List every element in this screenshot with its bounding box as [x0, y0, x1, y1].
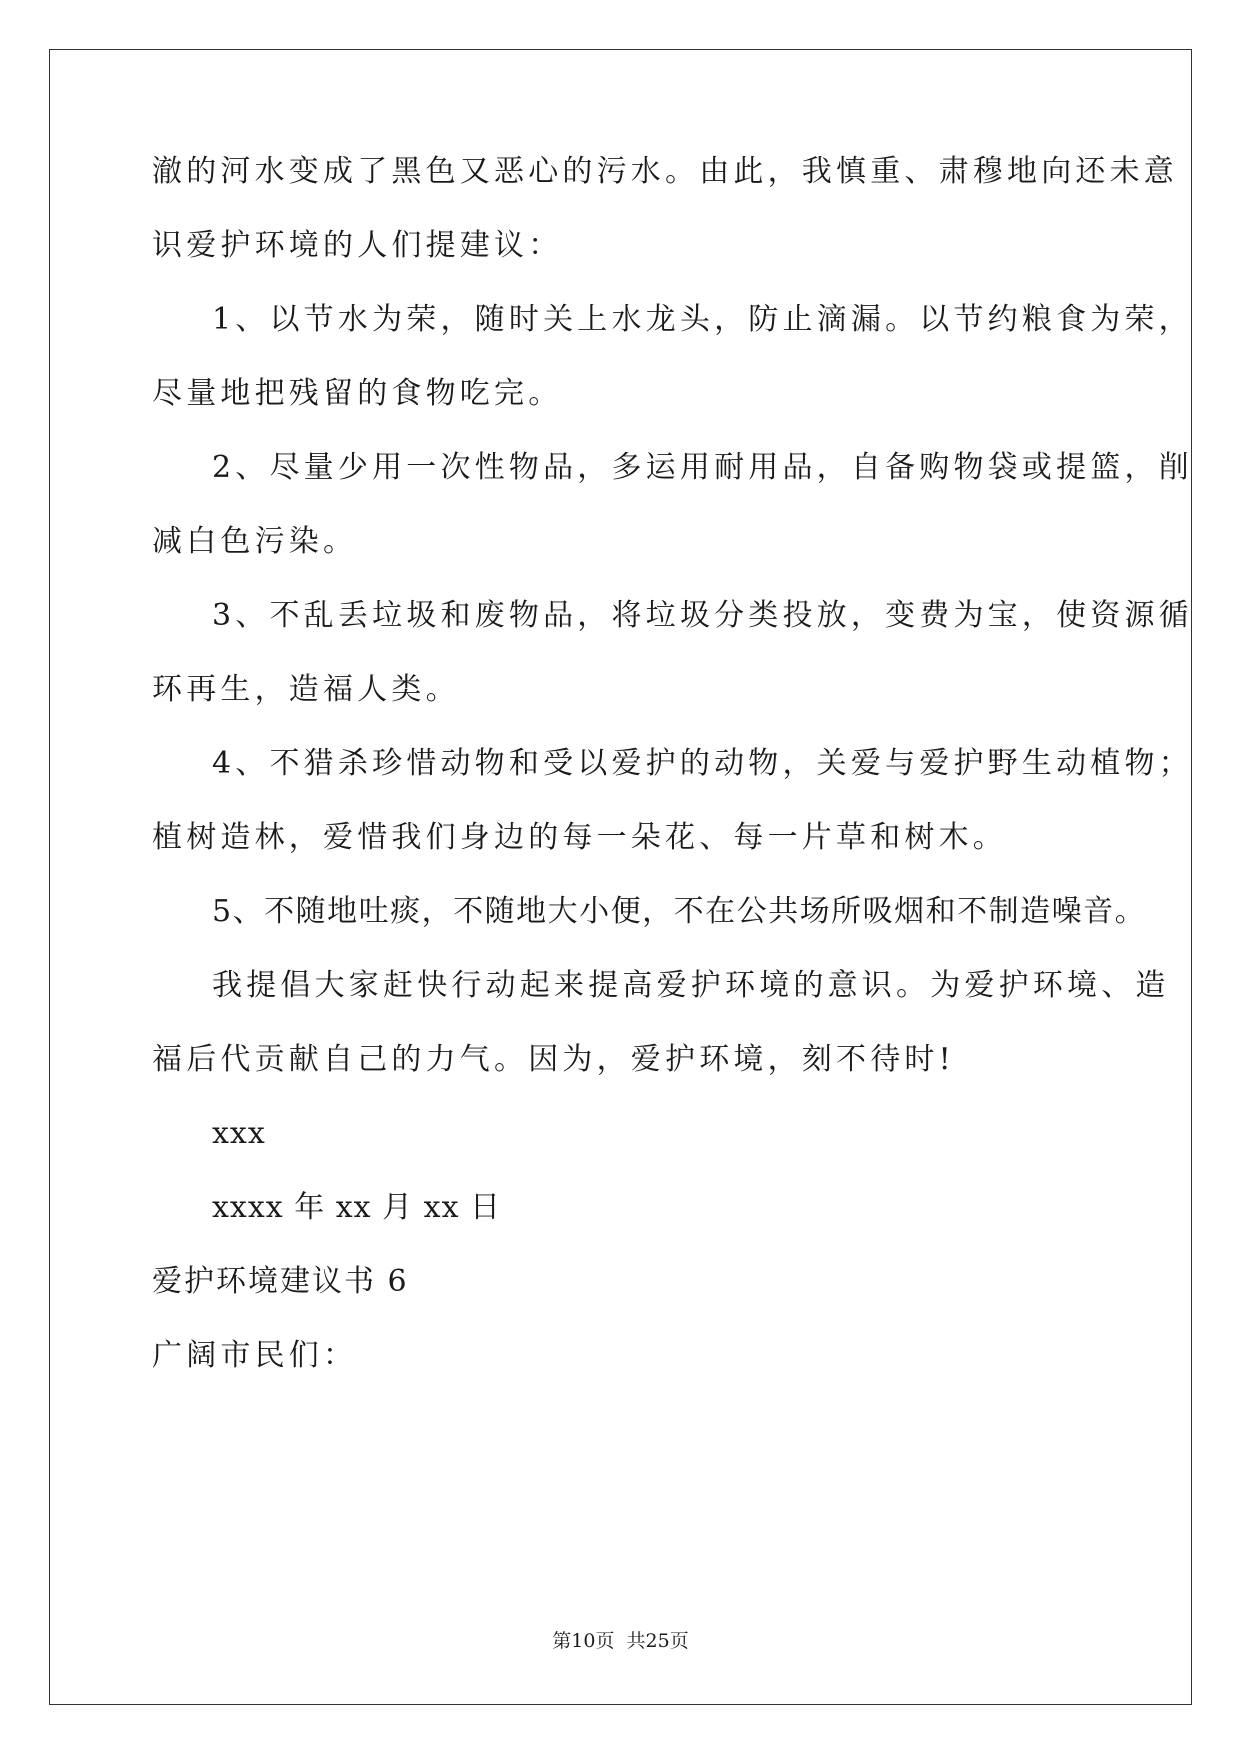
total-page-count: 共25页: [626, 1630, 689, 1652]
signature-date: xxxx 年 xx 月 xx 日: [212, 1190, 502, 1225]
paragraph-line: 澈的河水变成了黑色又恶心的污水。由此，我慎重、肃穆地向还未意: [152, 154, 1178, 189]
signature-name: xxx: [212, 1116, 266, 1151]
paragraph-line: 福后代贡献自己的力气。因为，爱护环境，刻不待时!: [152, 1042, 955, 1077]
page-footer: [0, 1628, 1241, 1654]
paragraph-line: 识爱护环境的人们提建议：: [152, 228, 563, 263]
list-item-2-line: 2、尽量少用一次性物品，多运用耐用品，自备购物袋或提篮，削: [212, 450, 1193, 485]
page-border: [49, 49, 1192, 1705]
list-item-4-line: 植树造林，爱惜我们身边的每一朵花、每一片草和树木。: [152, 820, 1007, 855]
current-page-number: 第10页: [552, 1630, 615, 1652]
salutation: 广阔市民们：: [152, 1338, 358, 1373]
paragraph-line: 我提倡大家赶快行动起来提高爱护环境的意识。为爱护环境、造: [212, 968, 1170, 1003]
list-item-5-line: 5、不随地吐痰，不随地大小便，不在公共场所吸烟和不制造噪音。: [212, 894, 1147, 929]
list-item-1-line: 1、以节水为荣，随时关上水龙头，防止滴漏。以节约粮食为荣，: [212, 302, 1193, 337]
list-item-3-line: 环再生，造福人类。: [152, 672, 460, 707]
list-item-1-line: 尽量地把残留的食物吃完。: [152, 376, 563, 411]
section-heading: 爱护环境建议书 6: [152, 1264, 409, 1299]
list-item-4-line: 4、不猎杀珍惜动物和受以爱护的动物，关爱与爱护野生动植物；: [212, 746, 1193, 781]
list-item-2-line: 减白色污染。: [152, 524, 358, 559]
list-item-3-line: 3、不乱丢垃圾和废物品，将垃圾分类投放，变费为宝，使资源循: [212, 598, 1193, 633]
